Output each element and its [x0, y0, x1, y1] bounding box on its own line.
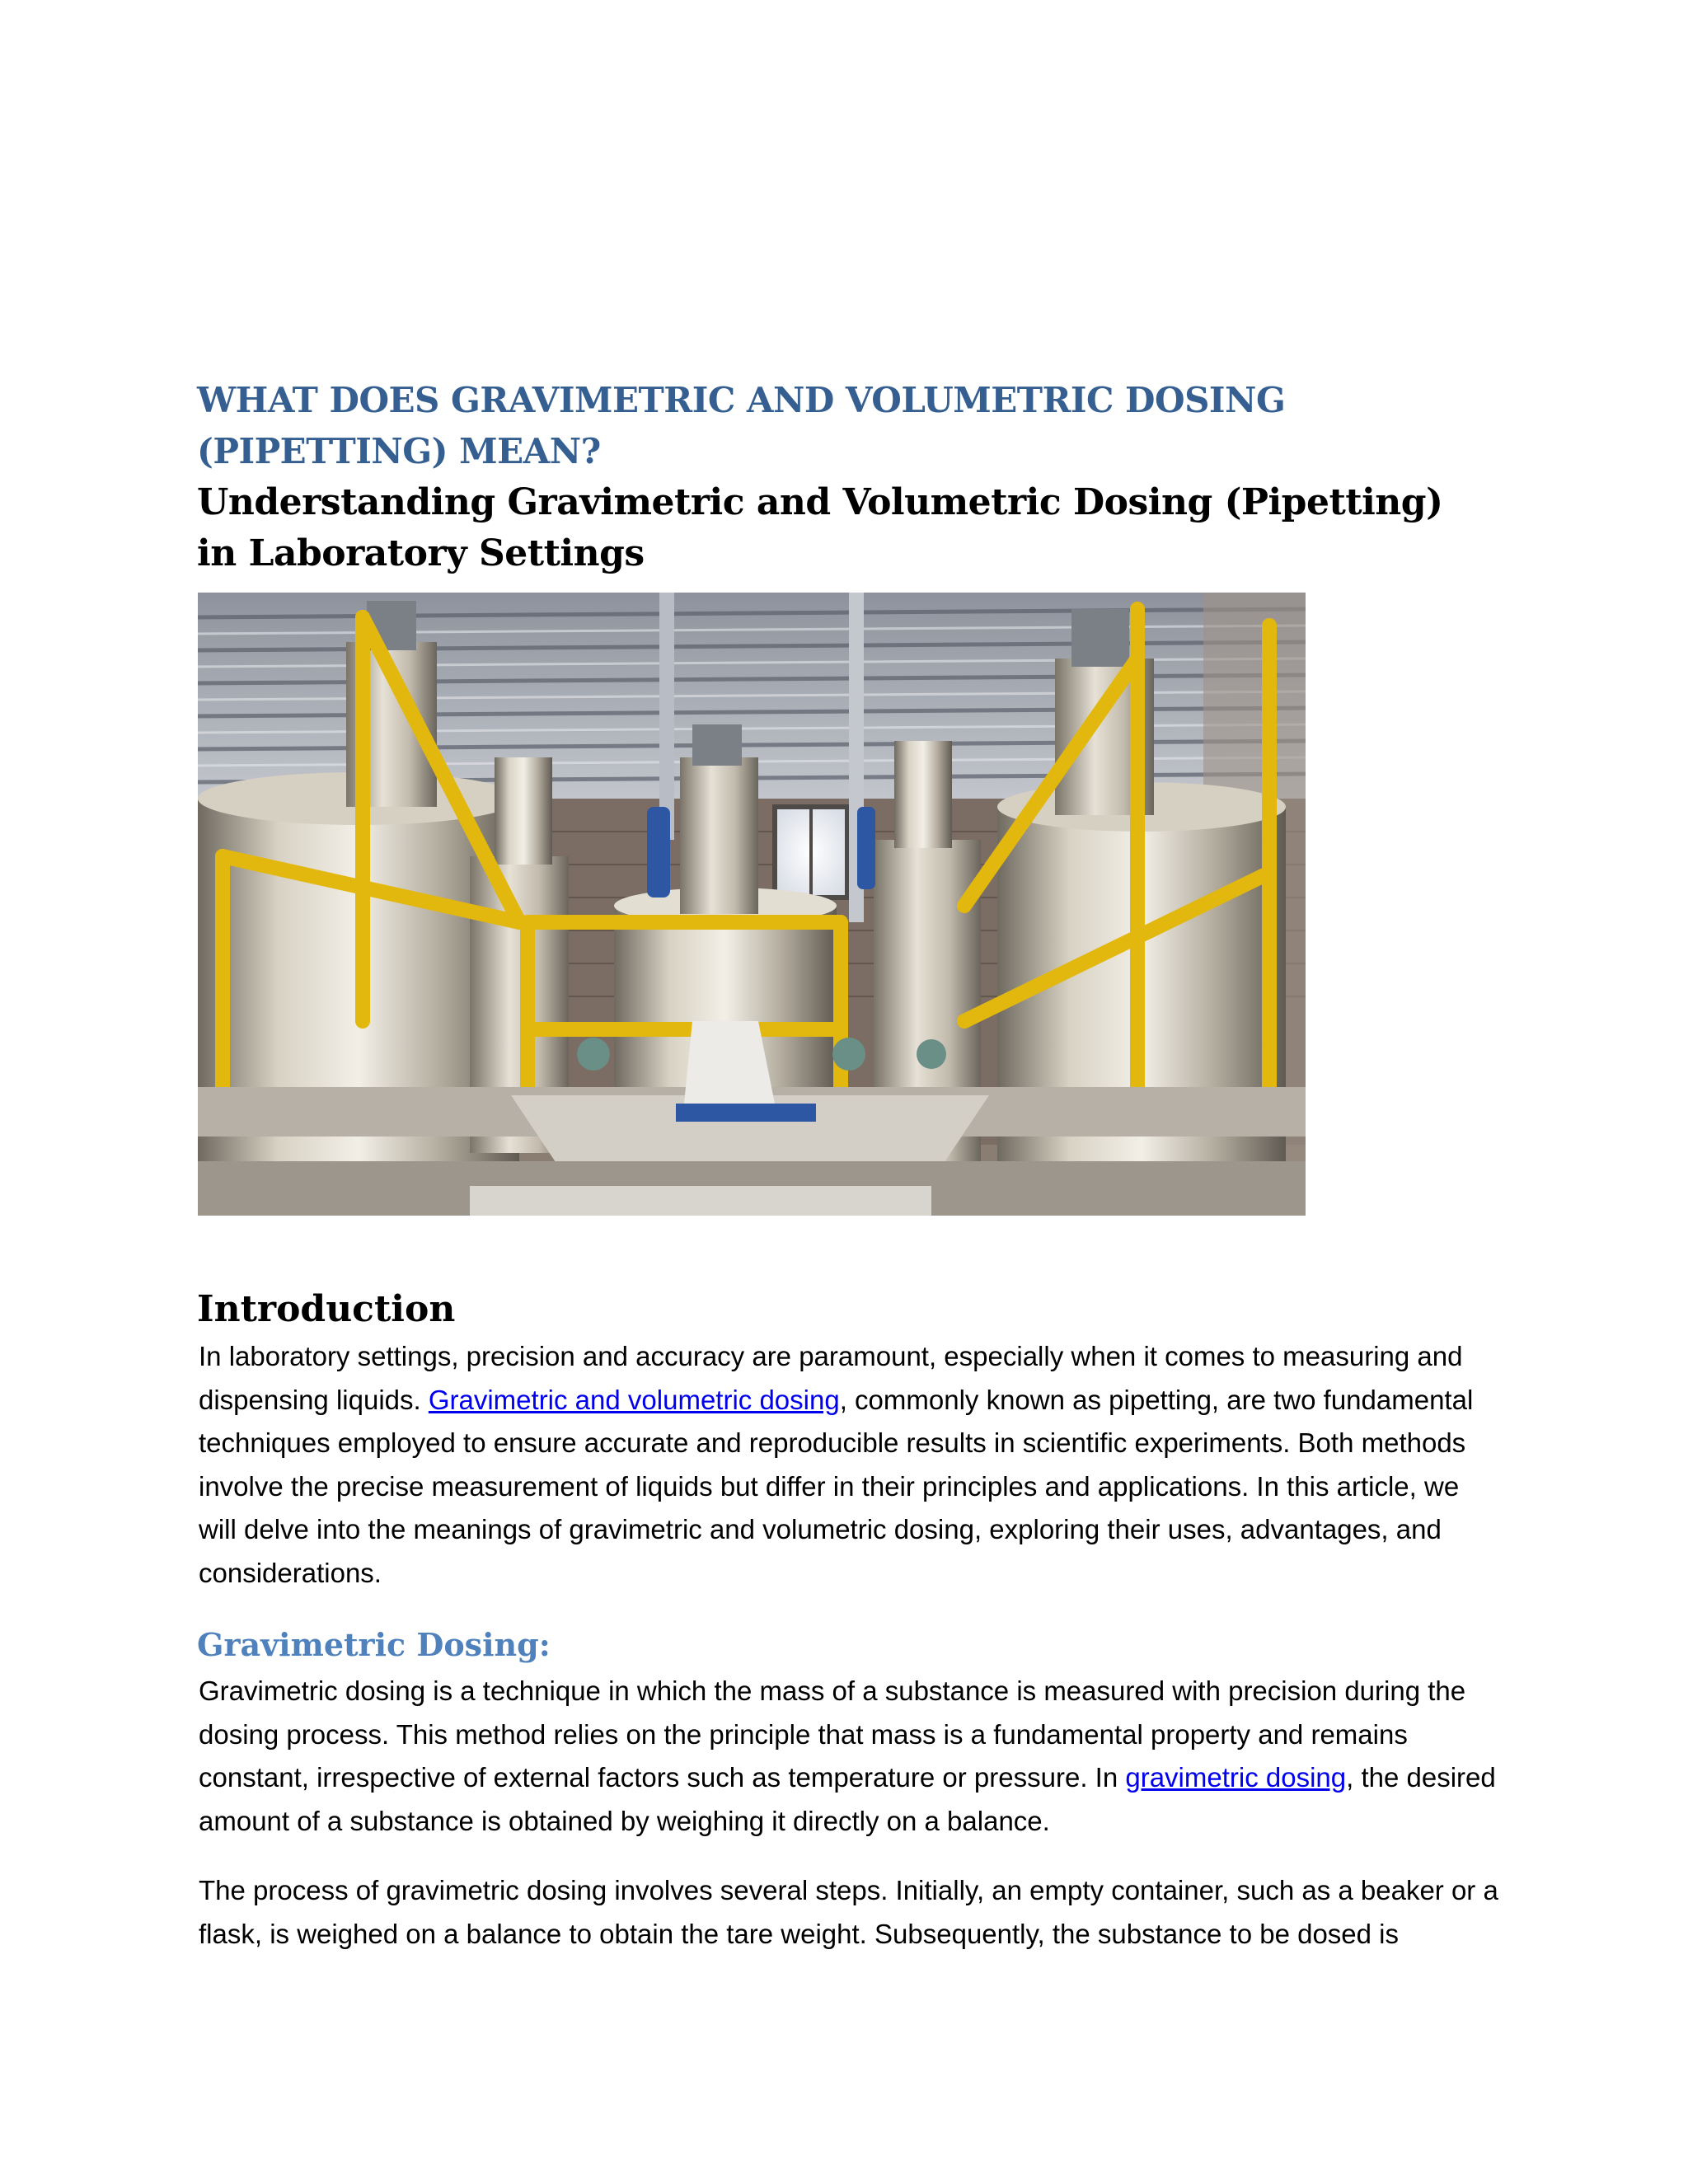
gravimetric-text-start: Gravimetric dosing is a technique in which the mass of a substance is measured with precision during the dosing process. This method relies on the principle that mass is a fundamental property and remains constant, irrespective of external factors such as temperature or pressure. In — [199, 1675, 1466, 1793]
gravimetric-dosing-heading: Gravimetric Dosing: — [197, 1626, 551, 1663]
gravimetric-text-end: , the desired amount of a substance is obtained by weighing it directly on a balance. — [199, 1762, 1496, 1836]
gravimetric-dosing-link[interactable]: gravimetric dosing — [1125, 1762, 1347, 1793]
main-heading: WHAT DOES GRAVIMETRIC AND VOLUMETRIC DOSING (PIPETTING) MEAN? — [197, 380, 1286, 471]
gravimetric-paragraph-1 — [199, 1670, 1501, 1843]
hero-image — [198, 593, 1306, 1216]
title-block — [197, 375, 1491, 579]
dosing-plant-illustration — [198, 593, 1306, 1216]
sub-heading: Understanding Gravimetric and Volumetric Dosing (Pipetting) in Laboratory Settings — [197, 481, 1443, 574]
introduction-paragraph — [199, 1335, 1501, 1595]
gravimetric-volumetric-dosing-link[interactable]: Gravimetric and volumetric dosing — [428, 1384, 840, 1415]
intro-text-end: , commonly known as pipetting, are two fundamental techniques employed to ensure accurate and reproducible results in scientific experiments. Both methods involve the precise measurement of liquids but differ in their principles and applications. In this article, we will delve into the meanings of gravimetric and volumetric dosing, exploring their uses, advantages, and considerations. — [199, 1384, 1474, 1588]
gravimetric-paragraph-2: The process of gravimetric dosing involves several steps. Initially, an empty container, such as a beaker or a flask, is weighed on a balance to obtain the tare weight. Subsequently, the substance to be dosed is — [199, 1875, 1498, 1949]
introduction-heading: Introduction — [197, 1288, 456, 1330]
intro-text-start: In laboratory settings, precision and accuracy are paramount, especially when it comes to measuring and dispensing liquids. — [199, 1341, 1463, 1415]
